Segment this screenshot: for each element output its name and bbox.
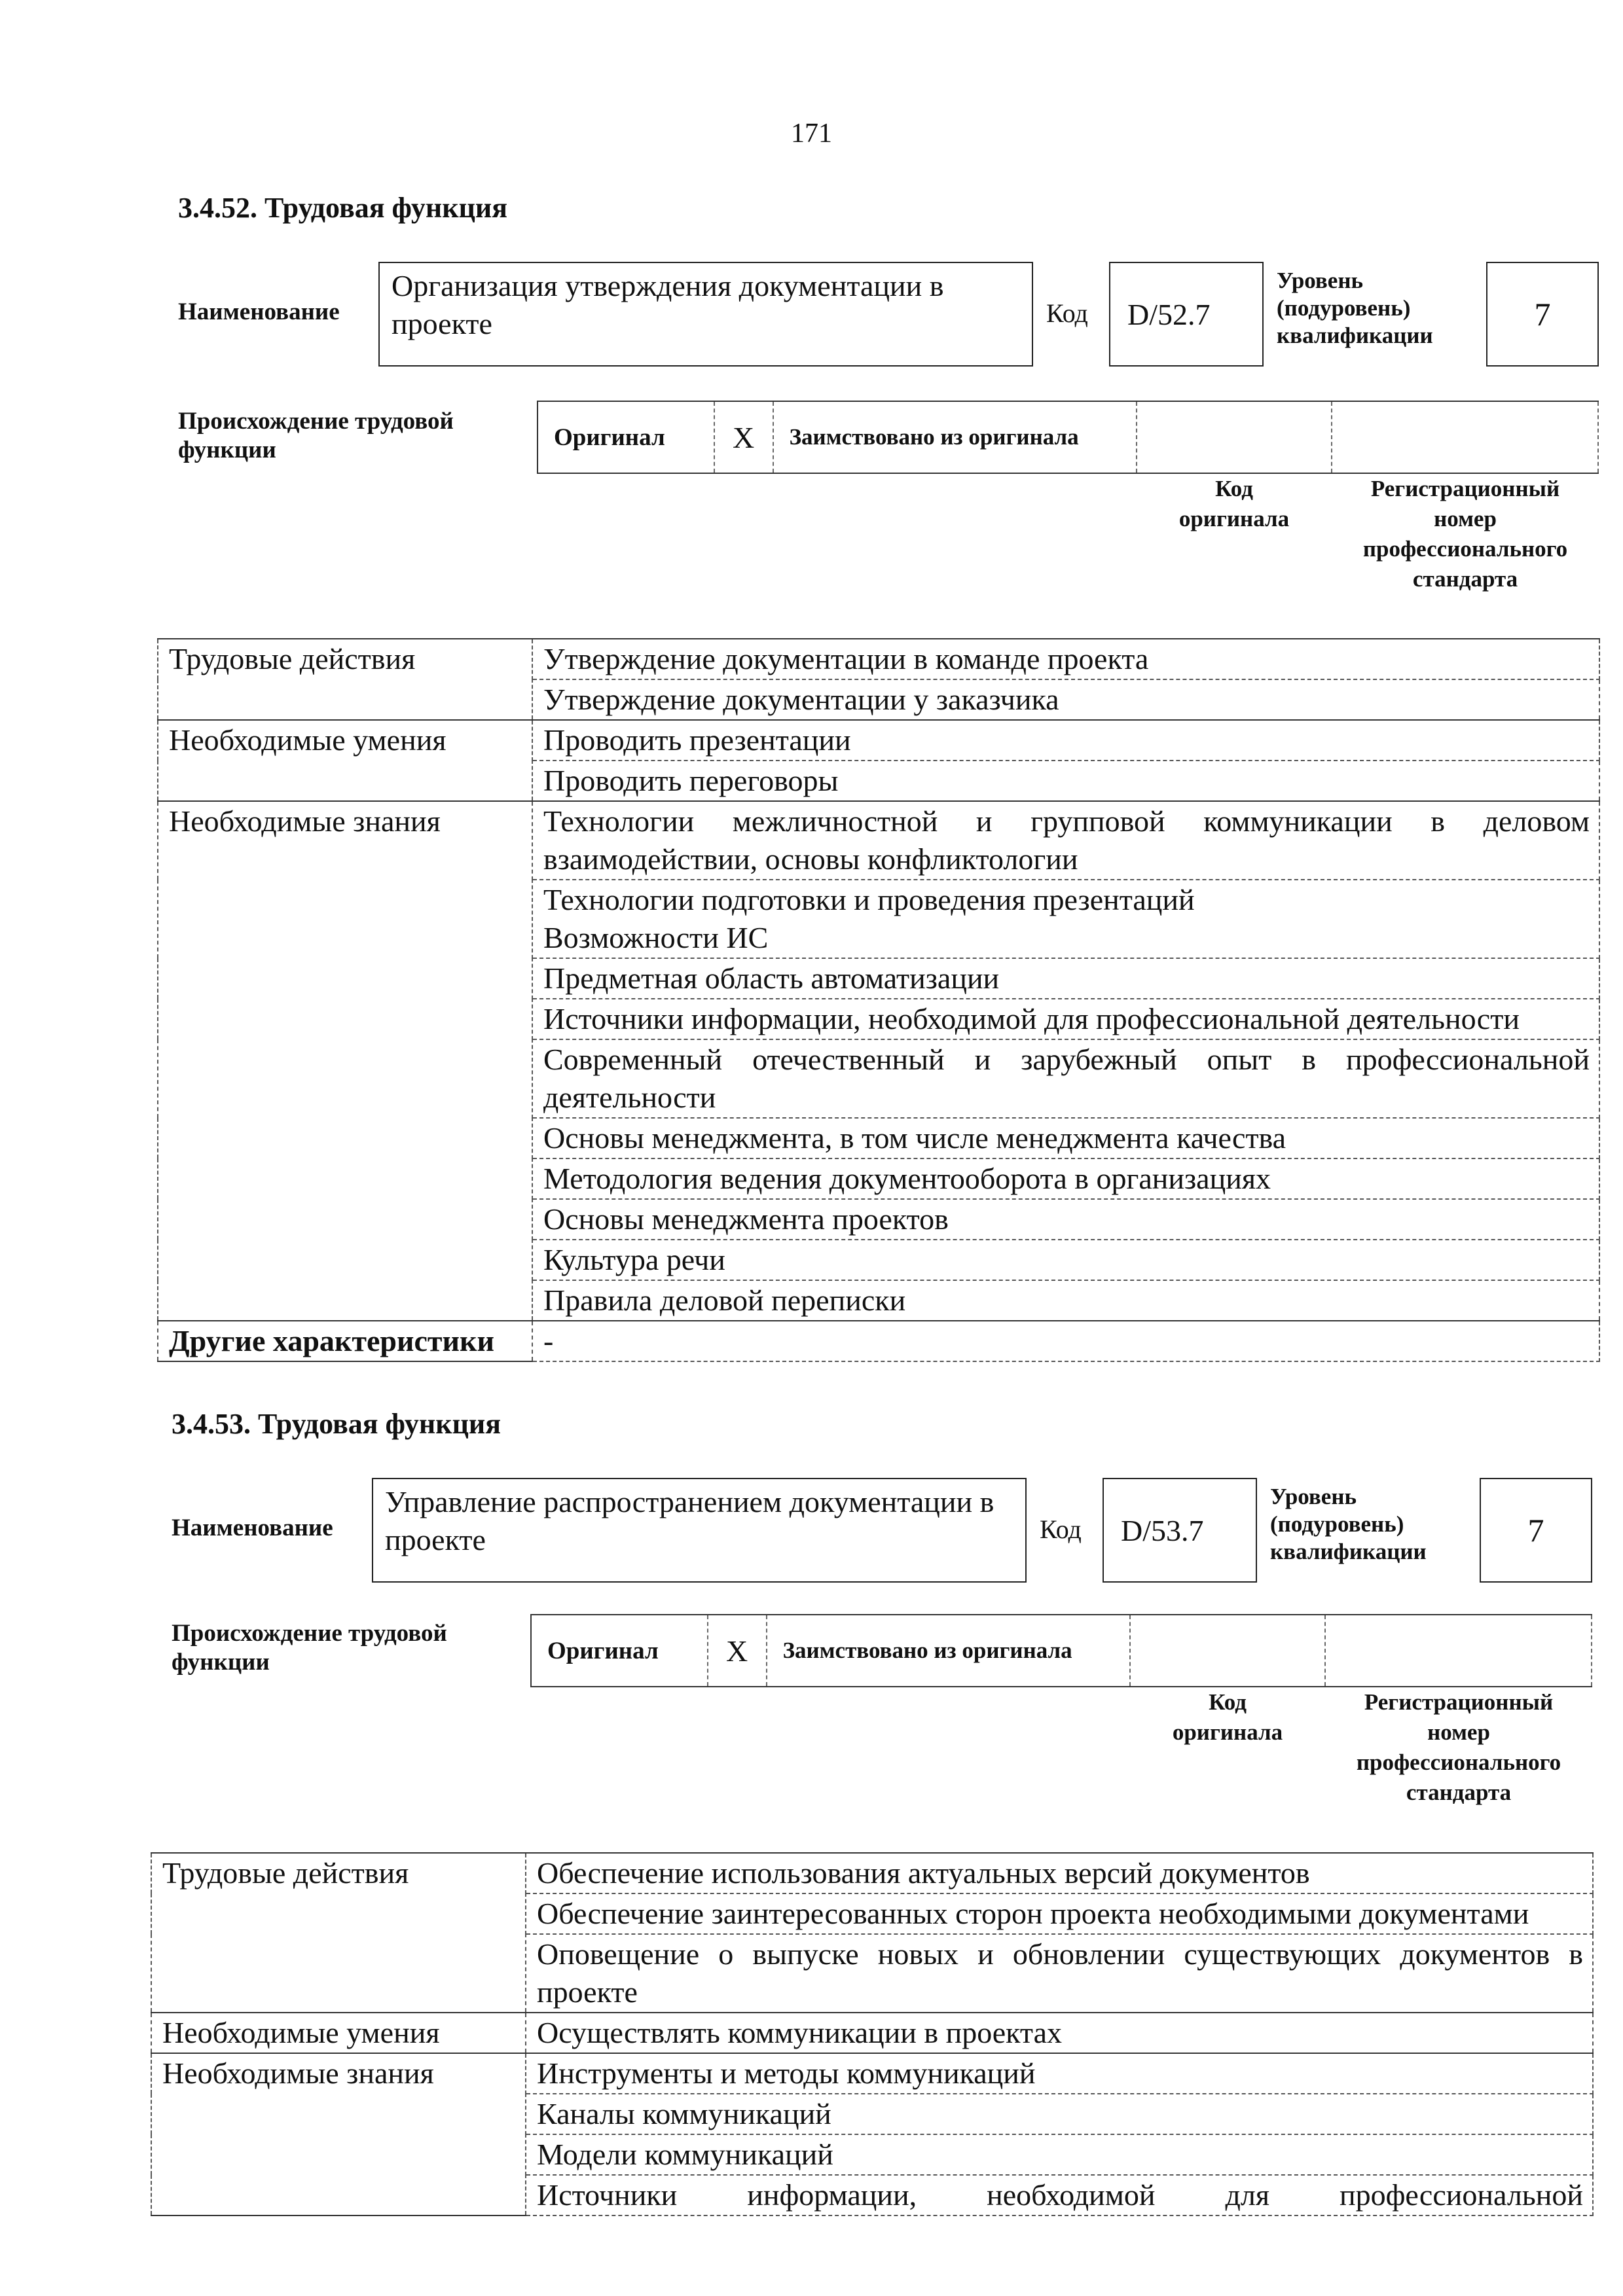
origin-label-2 bbox=[172, 1619, 447, 1677]
reg-number-caption-1 bbox=[1332, 474, 1599, 594]
original-code-cell-1 bbox=[1137, 402, 1332, 473]
origin-label-line-2: функции bbox=[172, 1649, 270, 1676]
function-name-2: Управление распространением документации в проекте bbox=[372, 1478, 1027, 1583]
knowledge-item: Методология ведения документооборота в организациях bbox=[532, 1158, 1599, 1199]
skill-item: Проводить презентации bbox=[532, 720, 1599, 761]
code-original-line-2: оригинала bbox=[1178, 506, 1290, 531]
qualification-level-2: 7 bbox=[1480, 1478, 1592, 1583]
function-table-1 bbox=[157, 638, 1600, 1362]
level-label-line-2: (подуровень) bbox=[1277, 295, 1411, 321]
reg-number-line-2: номер bbox=[1434, 506, 1497, 531]
action-item: Обеспечение заинтересованных сторон проекта необходимыми документами bbox=[526, 1893, 1593, 1934]
action-item: Обеспечение использования актуальных версий документов bbox=[526, 1853, 1593, 1893]
reg-number-line-2: номер bbox=[1427, 1719, 1490, 1745]
function-name-1: Организация утверждения документации в проекте bbox=[378, 262, 1033, 367]
reg-number-line-3: профессионального bbox=[1356, 1749, 1561, 1775]
reg-number-line-4: стандарта bbox=[1406, 1780, 1512, 1805]
actions-label-1: Трудовые действия bbox=[158, 639, 532, 720]
origin-label-line-2: функции bbox=[178, 437, 276, 463]
skills-label-2: Необходимые умения bbox=[151, 2013, 526, 2053]
qualification-level-1: 7 bbox=[1486, 262, 1599, 367]
origin-label-line-1: Происхождение трудовой bbox=[172, 1620, 447, 1647]
original-code-cell-2 bbox=[1131, 1615, 1326, 1686]
skills-label-1: Необходимые умения bbox=[158, 720, 532, 801]
action-item: Утверждение документации у заказчика bbox=[532, 679, 1599, 720]
reg-number-line-3: профессионального bbox=[1362, 536, 1568, 562]
level-label-line-3: квалификации bbox=[1270, 1539, 1427, 1564]
code-original-caption-1 bbox=[1137, 474, 1332, 534]
knowledge-item: Инструменты и методы коммуникаций bbox=[526, 2053, 1593, 2094]
knowledge-item: Каналы коммуникаций bbox=[526, 2094, 1593, 2134]
knowledge-item: Правила деловой переписки bbox=[532, 1280, 1599, 1321]
knowledge-item: Источники информации, необходимой для профессиональной bbox=[526, 2175, 1593, 2215]
other-label-1: Другие характеристики bbox=[158, 1321, 532, 1361]
function-code-2: D/53.7 bbox=[1103, 1478, 1257, 1583]
knowledge-item-line: Технологии подготовки и проведения презентаций bbox=[543, 883, 1195, 916]
knowledge-item bbox=[532, 880, 1599, 958]
original-label-2: Оригинал bbox=[532, 1615, 708, 1686]
code-original-line-2: оригинала bbox=[1172, 1719, 1283, 1745]
action-item: Оповещение о выпуске новых и обновлении существующих документов в проекте bbox=[526, 1934, 1593, 2013]
original-mark-2: X bbox=[708, 1615, 767, 1686]
knowledge-item: Предметная область автоматизации bbox=[532, 958, 1599, 999]
level-label-line-1: Уровень bbox=[1270, 1484, 1357, 1509]
action-item: Утверждение документации в команде проекта bbox=[532, 639, 1599, 679]
original-label-1: Оригинал bbox=[538, 402, 715, 473]
knowledge-item: Основы менеджмента проектов bbox=[532, 1199, 1599, 1240]
function-table-2 bbox=[151, 1852, 1594, 2216]
knowledge-item: Модели коммуникаций bbox=[526, 2134, 1593, 2175]
borrowed-label-2: Заимствовано из оригинала bbox=[767, 1615, 1131, 1686]
skill-item: Осуществлять коммуникации в проектах bbox=[526, 2013, 1593, 2053]
origin-label-1 bbox=[178, 407, 454, 465]
actions-label-2: Трудовые действия bbox=[151, 1853, 526, 2013]
knowledge-item: Источники информации, необходимой для профессиональной деятельности bbox=[532, 999, 1599, 1039]
skill-item: Проводить переговоры bbox=[532, 761, 1599, 801]
borrowed-label-1: Заимствовано из оригинала bbox=[774, 402, 1137, 473]
knowledge-item: Технологии межличностной и групповой коммуникации в деловом взаимодействии, основы конфликтологии bbox=[532, 801, 1599, 880]
reg-number-cell-2 bbox=[1326, 1615, 1592, 1686]
knowledge-label-2: Необходимые знания bbox=[151, 2053, 526, 2215]
origin-label-line-1: Происхождение трудовой bbox=[178, 408, 454, 435]
reg-number-caption-2 bbox=[1325, 1687, 1592, 1808]
reg-number-line-1: Регистрационный bbox=[1364, 1689, 1554, 1715]
level-label-line-2: (подуровень) bbox=[1270, 1511, 1404, 1537]
code-label-2: Код bbox=[1040, 1515, 1082, 1544]
code-original-caption-2 bbox=[1130, 1687, 1325, 1748]
name-label-1: Наименование bbox=[178, 298, 340, 325]
origin-row-2 bbox=[530, 1614, 1592, 1687]
section-title-1: 3.4.52. Трудовая функция bbox=[178, 192, 508, 224]
reg-number-line-4: стандарта bbox=[1412, 566, 1518, 592]
other-value-1: - bbox=[532, 1321, 1599, 1361]
original-mark-1: X bbox=[715, 402, 774, 473]
code-label-1: Код bbox=[1046, 298, 1088, 328]
knowledge-item: Основы менеджмента, в том числе менеджмента качества bbox=[532, 1118, 1599, 1158]
code-original-line-1: Код bbox=[1215, 476, 1253, 501]
level-label-2 bbox=[1270, 1483, 1427, 1566]
knowledge-item-line: Возможности ИС bbox=[543, 921, 769, 954]
reg-number-line-1: Регистрационный bbox=[1370, 476, 1560, 501]
level-label-line-3: квалификации bbox=[1277, 323, 1433, 348]
section-title-2: 3.4.53. Трудовая функция bbox=[172, 1408, 501, 1440]
level-label-1 bbox=[1277, 267, 1433, 350]
name-label-2: Наименование bbox=[172, 1515, 333, 1541]
reg-number-cell-1 bbox=[1332, 402, 1599, 473]
level-label-line-1: Уровень bbox=[1277, 268, 1364, 293]
knowledge-item: Культура речи bbox=[532, 1240, 1599, 1280]
knowledge-label-1: Необходимые знания bbox=[158, 801, 532, 1321]
knowledge-item: Современный отечественный и зарубежный опыт в профессиональной деятельности bbox=[532, 1039, 1599, 1118]
code-original-line-1: Код bbox=[1209, 1689, 1247, 1715]
page-number: 171 bbox=[791, 118, 832, 149]
function-code-1: D/52.7 bbox=[1109, 262, 1264, 367]
origin-row-1 bbox=[537, 401, 1599, 474]
